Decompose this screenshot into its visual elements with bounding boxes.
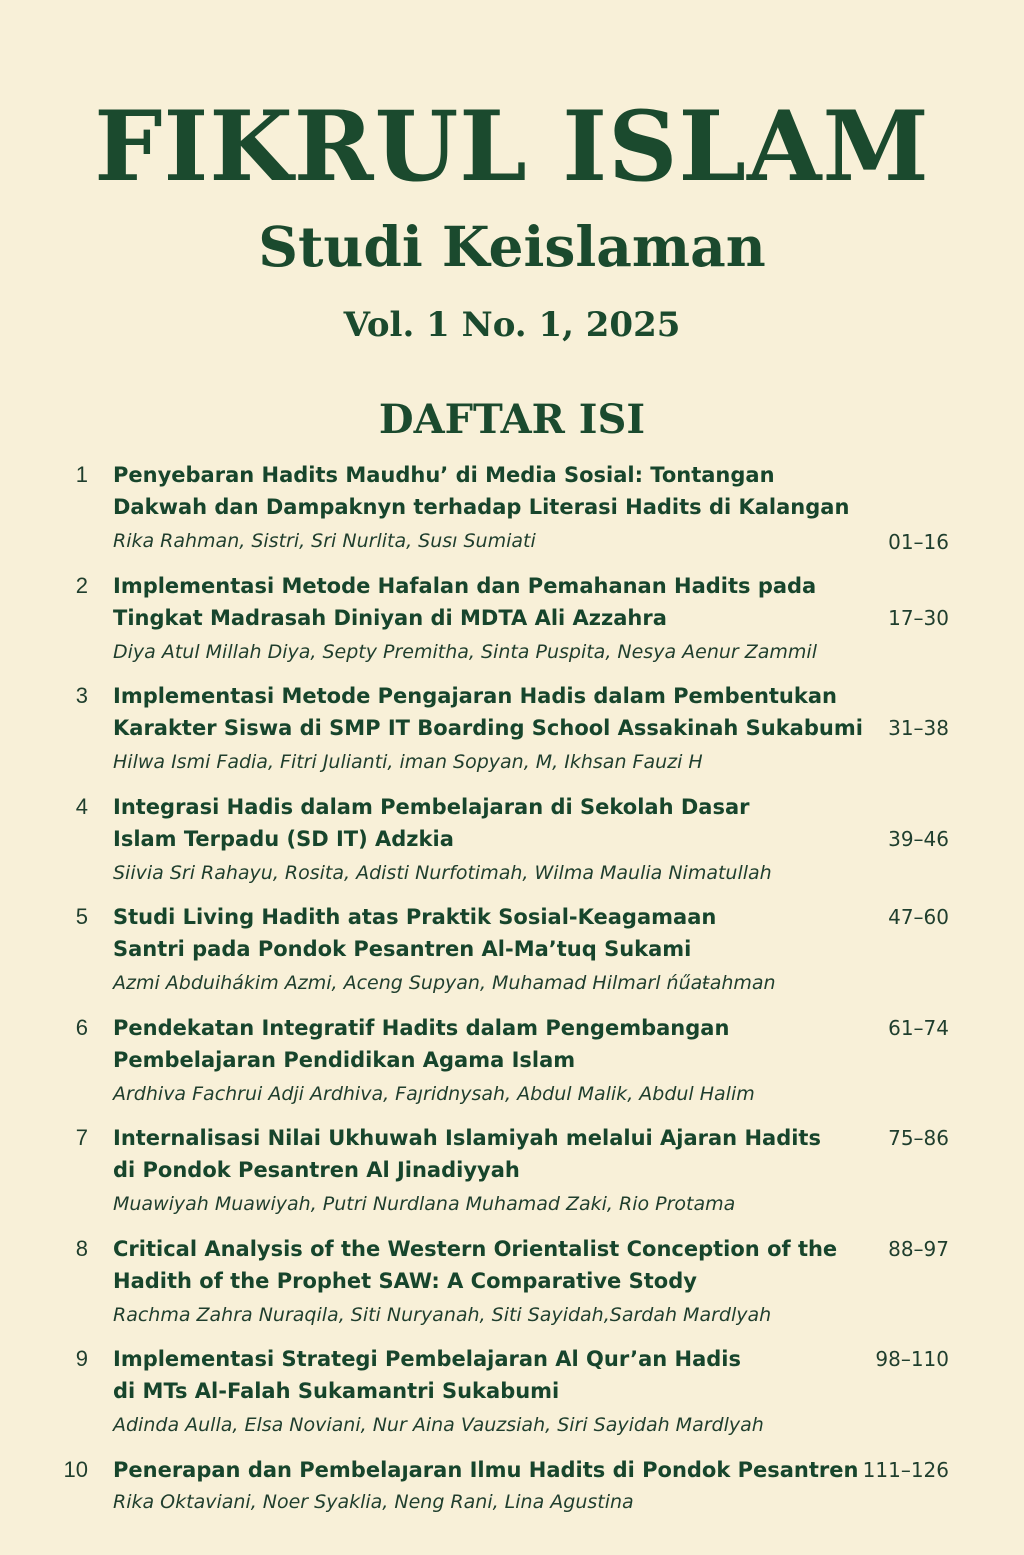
toc-entry[interactable] <box>0 1339 1024 1444</box>
toc-entry[interactable] <box>0 1008 1024 1113</box>
entry-title-line: Pembelajaran Pendidikan Agama Islam <box>113 1048 576 1072</box>
entry-number: 2 <box>75 573 88 598</box>
journal-volume: Vol. 1 No. 1, 2025 <box>343 305 681 345</box>
toc-entry[interactable] <box>0 455 1024 560</box>
entry-title-line: Integrasi Hadis dalam Pembelajaran di Sekolah Dasar <box>113 795 750 819</box>
entry-number: 1 <box>75 462 88 487</box>
toc-heading: DAFTAR ISI <box>378 396 646 443</box>
entry-pages: 31–38 <box>888 716 949 740</box>
entry-title-line: Implementasi Metode Hafalan dan Pemahanan Hadits pada <box>113 574 817 598</box>
toc-entry[interactable] <box>0 566 1024 671</box>
entry-authors: Muawiyah Muawiyah, Putri Nurdlana Muhamad Zaki, Rio Protama <box>113 1193 736 1215</box>
entry-number: 3 <box>75 683 88 708</box>
entry-number: 6 <box>75 1015 88 1040</box>
toc-entry[interactable] <box>0 897 1024 1002</box>
entry-title-line: Dakwah dan Dampaknyn terhadap Literasi Hadits di Kalangan <box>113 495 850 519</box>
entry-title-line: Penyebaran Hadits Maudhu’ di Media Sosial: Tontangan <box>113 463 775 487</box>
entry-number: 8 <box>75 1236 88 1261</box>
toc-entry[interactable] <box>0 1450 1024 1555</box>
entry-authors: Ardhiva Fachrui Adji Ardhiva, Faȷridnysah, Abdul Malik, Abdul Halim <box>113 1083 755 1105</box>
journal-subtitle: Studi Keislaman <box>258 214 766 279</box>
entry-title-line: di MTs Al-Falah Sukamantri Sukabumi <box>113 1379 560 1403</box>
entry-title-line: Implementasi Metode Pengajaran Hadis dalam Pembentukan <box>113 684 837 708</box>
entry-title-line: Studi Living Hadith atas Praktik Sosial-Keagamaan <box>113 905 717 929</box>
toc-entry[interactable] <box>0 1118 1024 1223</box>
entry-pages: 98–110 <box>875 1347 949 1371</box>
entry-authors: Rika Oktaviani, Noer Syaklia, Neng Rani, Lina Agustina <box>113 1491 634 1513</box>
entry-title-line: Internalisasi Nilai Ukhuwah Islamiyah melalui Ajaran Hadits <box>113 1126 821 1150</box>
entry-number: 4 <box>75 794 88 819</box>
entry-pages: 88–97 <box>888 1237 949 1261</box>
entry-authors: Azmi Abduihákim Azmi, Aceng Supyan, Muhamad Hilmarl ńűaŧahman <box>113 972 776 994</box>
entry-title-line: Santri pada Pondok Pesantren Al-Ma’tuq Sukami <box>113 937 692 961</box>
entry-title-line: Pendekatan Integratif Hadits dalam Pengembangan <box>113 1016 730 1040</box>
entry-pages: 75–86 <box>888 1126 949 1150</box>
toc-entry[interactable] <box>0 1229 1024 1334</box>
entry-number: 7 <box>75 1125 88 1150</box>
entry-title-line: Implementasi Strategi Pembelajaran Al Qur’an Hadis <box>113 1347 741 1371</box>
entry-pages: 111–126 <box>862 1458 949 1482</box>
entry-title-line: Critical Analysis of the Western Orientalist Conception of the <box>113 1237 838 1261</box>
entry-authors: Adinda Aulla, Elsa Noviani, Nur Aina Vauzsiah, Siri Sayidah Mardlyah <box>113 1414 764 1436</box>
entry-authors: Siivia Sri Rahayu, Rosita, Adisti Nurfotimah, Wilma Maulia Nimatullah <box>113 862 772 884</box>
entry-number: 10 <box>63 1457 88 1482</box>
entry-authors: Rachma Zahra Nuraqila, Siti Nuryanah, Siti Sayidah,Sardah Mardlyah <box>113 1304 772 1326</box>
entry-authors: Hilwa Ismi Fadia, Fitri Julianti, iman Sopyan, M, Ikhsan Fauzi H <box>113 751 703 773</box>
entry-pages: 01–16 <box>888 530 949 554</box>
entry-pages: 17–30 <box>888 606 949 630</box>
toc-entry[interactable] <box>0 676 1024 781</box>
entry-title-line: Islam Terpadu (SD IT) Adzkia <box>113 827 454 851</box>
entry-number: 9 <box>75 1346 88 1371</box>
entry-title-line: Karakter Siswa di SMP IT Boarding School Assakinah Sukabumi <box>113 716 863 740</box>
entry-pages: 47–60 <box>888 905 949 929</box>
entry-authors: Rika Rahman, Sistri, Sri Nurlita, Susı Sumiati <box>113 530 536 552</box>
entry-title-line: Penerapan dan Pembelaȷaran Ilmu Hadits di Pondok Pesantren <box>113 1458 859 1482</box>
entry-title-line: di Pondok Pesantren Al Jinadiyyah <box>113 1158 520 1182</box>
entry-title-line: Hadith of the Prophet SAW: A Comparative Stody <box>113 1269 697 1293</box>
toc-entry[interactable] <box>0 787 1024 892</box>
entry-pages: 39–46 <box>888 827 949 851</box>
entry-pages: 61–74 <box>888 1016 949 1040</box>
journal-title: FIKRUL ISLAM <box>94 90 930 203</box>
entry-number: 5 <box>75 904 88 929</box>
entry-authors: Diya Atul Millah Diya, Septy Premitha, Sinta Puspita, Nesya Aenur Zammil <box>113 641 817 663</box>
entry-title-line: Tingkat Madrasah Diniyan di MDTA Ali Azzahra <box>113 606 667 630</box>
